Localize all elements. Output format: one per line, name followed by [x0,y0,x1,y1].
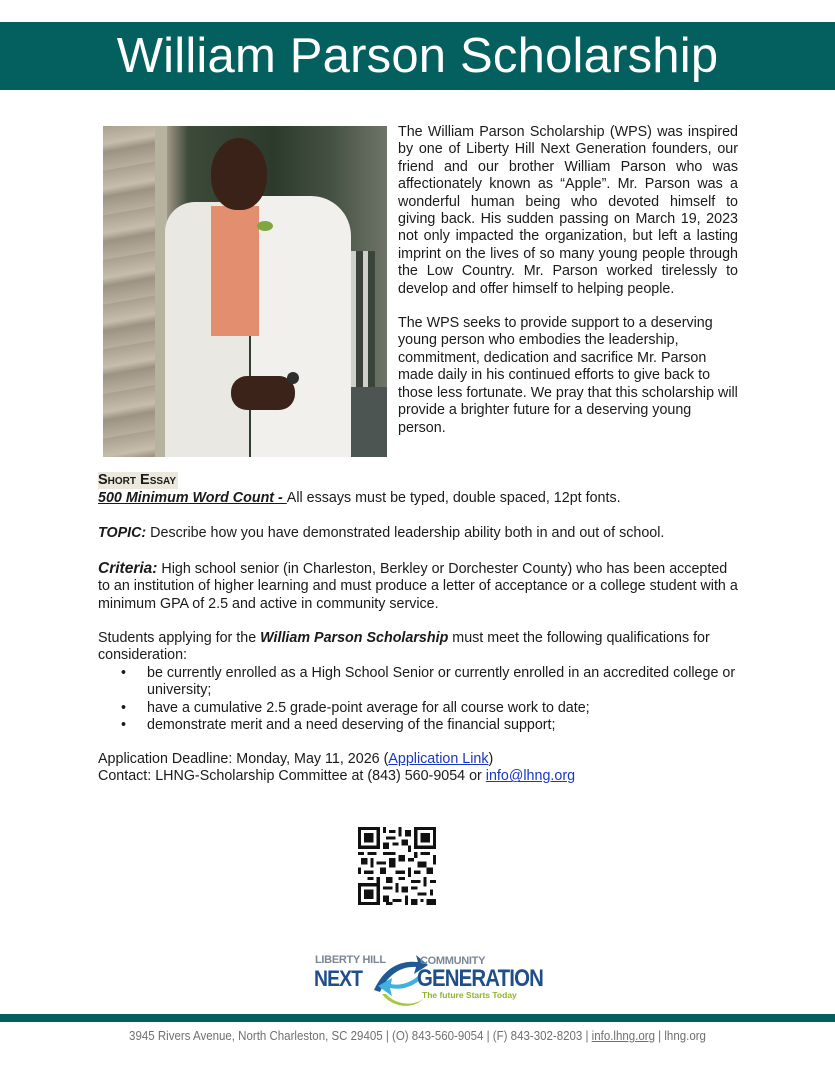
page-title: William Parson Scholarship [116,29,719,83]
photo-wall [103,126,161,457]
footer-contact [33,1029,801,1043]
criteria-paragraph [98,560,738,613]
topic-line [98,525,738,542]
qualifications-intro-text: Students applying for the [98,630,261,646]
word-count-line [98,490,738,507]
logo-tagline: The future Starts Today [422,990,517,1000]
logo-community: COMMUNITY [420,955,486,967]
photo-shirt [211,206,259,336]
qualifications-intro [98,630,738,665]
photo-watch [287,372,299,384]
footer-separator: | [654,1029,665,1043]
short-essay-heading: Short Essay [98,472,177,488]
qualification-text: demonstrate merit and a need deserving of the financial support; [147,717,556,734]
deadline-contact [98,751,738,786]
intro-text [398,124,738,454]
footer-divider [0,1014,835,1022]
topic-label: TOPIC: [98,525,147,541]
organization-logo [312,950,543,1012]
qualifications-section [98,630,738,734]
qualifications-list [98,665,738,735]
bullet-icon: • [121,664,127,681]
email-link[interactable]: info@lhng.org [485,768,576,785]
title-banner [0,22,835,90]
logo-liberty-hill: LIBERTY HILL [315,954,386,966]
logo-generation: GENERATION [417,965,543,992]
word-count-text: All essays must be typed, double spaced, 12pt fonts. [286,490,621,506]
qr-code[interactable] [358,827,436,905]
bullet-icon: • [121,717,127,734]
criteria-text: High school senior (in Charleston, Berkley or Dorchester County) who has been accepted to an institution of higher learning and must produce a letter of acceptance or a college student with a minimum GPA of 2.5 and active in community service. [98,561,738,612]
contact-line [98,768,738,785]
photo-head [211,138,267,210]
criteria-label: Criteria: [98,560,158,577]
portrait-photo [103,126,387,457]
contact-text: Contact: LHNG-Scholarship Committee at (843) 560-9054 or [98,768,486,785]
intro-paragraph-2: The WPS seeks to provide support to a deserving young person who embodies the leadership, commitment, dedication and sacrifice Mr. Parson made daily in his continued efforts to give back to those less fortunate. We pray that this scholarship will provide a brighter future for a deserving young person. [398,315,738,436]
qualification-text: be currently enrolled as a High School Senior or currently enrolled in an accredited college or university; [147,664,736,699]
qualifications-intro-after: must meet the following qualifications for consideration: [98,630,710,664]
qualification-item [121,717,738,734]
deadline-text: Application Deadline: Monday, May 11, 2026 ( [98,751,389,767]
qualification-item [121,699,738,717]
photo-boutonniere [257,221,273,231]
footer-address: 3945 Rivers Avenue, North Charleston, SC 29405 | (O) 843-560-9054 | (F) 843-302-8203 | [129,1029,592,1043]
photo-hands [231,376,295,410]
deadline-close-paren: ) [488,751,494,767]
qualification-text: have a cumulative 2.5 grade-point average for all course work to date; [147,699,590,716]
qualification-item [121,664,738,700]
word-count-label: 500 Minimum Word Count - [98,490,287,506]
footer-website[interactable]: lhng.org [664,1029,706,1043]
logo-next: NEXT [314,966,363,991]
scholarship-name-emphasis: William Parson Scholarship [260,630,449,646]
footer-info-link[interactable]: info.lhng.org [591,1029,655,1043]
qr-code-icon [358,827,436,905]
topic-text: Describe how you have demonstrated leadership ability both in and out of school. [146,525,665,541]
intro-paragraph-1: The William Parson Scholarship (WPS) was inspired by one of Liberty Hill Next Generation founders, our friend and our brother William Parson who was affectionately known as “Apple”. Mr. Parson was a wonderful human being who devoted himself to giving back. His sudden passing on March 19, 2023 not only impacted the organization, but left a lasting imprint on the lives of so many young people through the Low Country. Mr. Parson worked tirelessly to develop and offer himself to helping people. [398,124,738,297]
application-link[interactable]: Application Link [388,751,489,767]
bullet-icon: • [121,699,127,716]
photo-jacket-right [251,196,351,457]
deadline-line [98,751,738,768]
